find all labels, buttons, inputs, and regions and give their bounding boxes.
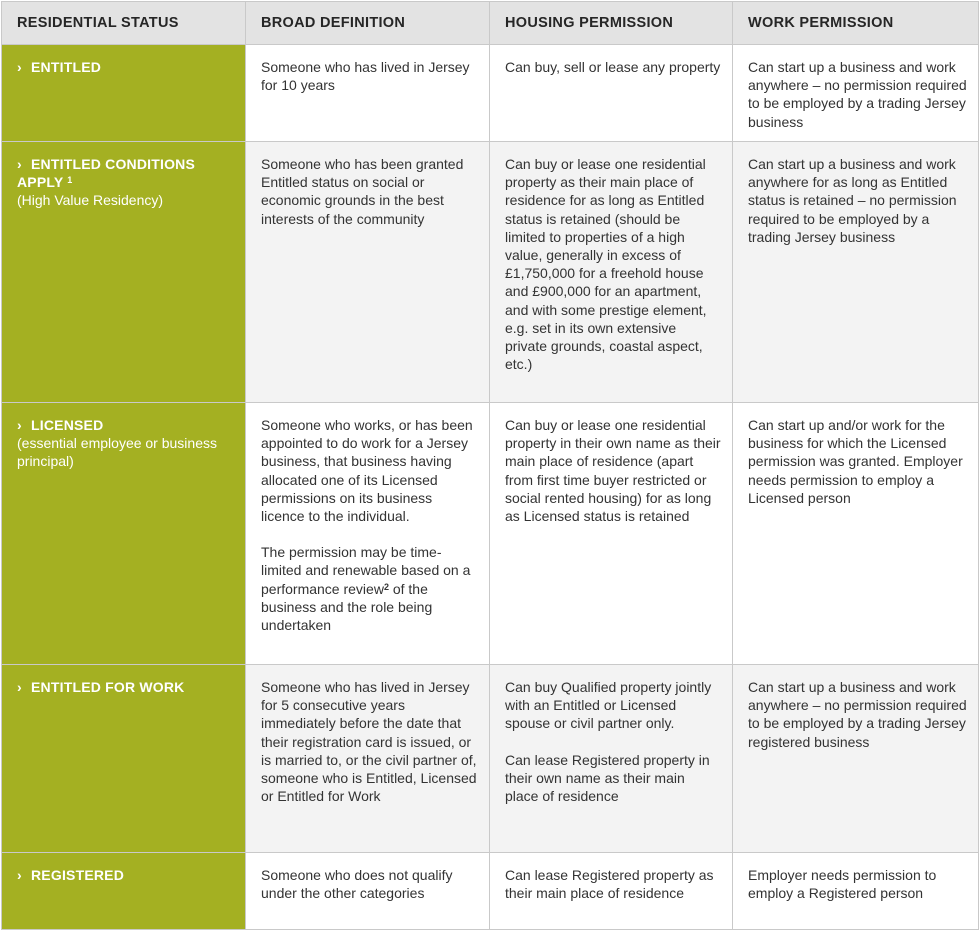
definition-text (261, 543, 479, 634)
definition-text-part: of the business and the role being undertaken (261, 580, 433, 634)
footnote-marker: 1 (67, 175, 73, 186)
status-label: ENTITLED FOR WORK (31, 679, 185, 695)
housing-text: Can lease Registered property as their main place of residence (505, 867, 714, 902)
housing-text: Can lease Registered property in their own name as their main place of residence (505, 751, 710, 805)
housing-cell (490, 142, 733, 403)
chevron-right-icon: › (17, 679, 22, 695)
definition-cell (246, 853, 490, 930)
status-cell (2, 142, 246, 403)
chevron-right-icon: › (17, 156, 22, 172)
header-housing-permission: HOUSING PERMISSION (490, 2, 733, 45)
table-row (2, 853, 979, 930)
header-broad-definition: BROAD DEFINITION (246, 2, 490, 45)
work-cell (733, 142, 979, 403)
status-cell (2, 403, 246, 665)
status-label: ENTITLED CONDITIONS APPLY (17, 156, 196, 191)
status-label: ENTITLED (31, 59, 102, 75)
header-row (2, 2, 979, 45)
footnote-marker: 2 (383, 581, 389, 592)
work-text: Can start up and/or work for the business for which the Licensed permission was granted. Employer needs permission to employ a Licensed person (748, 417, 963, 506)
chevron-right-icon: › (17, 417, 22, 433)
work-cell (733, 45, 979, 142)
header-work-permission: WORK PERMISSION (733, 2, 979, 45)
status-cell (2, 853, 246, 930)
work-text: Employer needs permission to employ a Registered person (748, 867, 937, 902)
table-row (2, 45, 979, 142)
work-text: Can start up a business and work anywhere – no permission required to be employed by a trading Jersey business (748, 59, 967, 130)
housing-text: Can buy or lease one residential property in their own name as their main place of residence (apart from first time buyer restricted or social rented housing) for as long as Licensed status is retained (505, 417, 721, 525)
definition-text: Someone who does not qualify under the other categories (261, 867, 453, 902)
housing-text: Can buy, sell or lease any property (505, 59, 721, 75)
status-cell (2, 665, 246, 853)
housing-cell (490, 665, 733, 853)
definition-text: Someone who has lived in Jersey for 10 years (261, 59, 470, 94)
table-row (2, 403, 979, 665)
housing-cell (490, 45, 733, 142)
definition-cell (246, 665, 490, 853)
status-note: (essential employee or business principal) (17, 435, 217, 470)
definition-text-part: The permission may be time-limited and renewable based on a performance review (261, 544, 471, 597)
definition-cell (246, 45, 490, 142)
housing-cell (490, 403, 733, 665)
housing-text: Can buy Qualified property jointly with an Entitled or Licensed spouse or civil partner only. (505, 679, 712, 732)
definition-cell (246, 403, 490, 665)
status-cell (2, 45, 246, 142)
work-text: Can start up a business and work anywhere for as long as Entitled status is retained – no permission required to be employed by a trading Jersey business (748, 156, 957, 245)
work-cell (733, 665, 979, 853)
residential-status-table (1, 1, 979, 930)
definition-text: Someone who works, or has been appointed to do work for a Jersey business, that business having allocated one of its Licensed permissions on its business licence to the individual. (261, 417, 473, 525)
work-cell (733, 403, 979, 665)
status-note: (High Value Residency) (17, 192, 164, 209)
status-label: REGISTERED (31, 867, 125, 883)
work-text: Can start up a business and work anywhere – no permission required to be employed by a trading Jersey registered business (748, 679, 967, 750)
table-row (2, 142, 979, 403)
definition-text: Someone who has been granted Entitled status on social or economic grounds in the best interests of the community (261, 156, 464, 227)
definition-cell (246, 142, 490, 403)
definition-text: Someone who has lived in Jersey for 5 consecutive years immediately before the date that their registration card is issued, or is married to, or the civil partner of, someone who is Entitled, Licensed or Entitled for Work (261, 679, 477, 805)
header-residential-status: RESIDENTIAL STATUS (2, 2, 246, 45)
chevron-right-icon: › (17, 867, 22, 883)
table-row (2, 665, 979, 853)
housing-text: Can buy or lease one residential property as their main place of residence for as long as Entitled status is retained (should be limited to properties of a high value, generally in excess of £1,750,000 for a freehold house and £900,000 for an apartment, and with some prestige element, e.g. set in its own extensive private grounds, coastal aspect, etc.) (505, 156, 707, 373)
work-cell (733, 853, 979, 930)
chevron-right-icon: › (17, 59, 22, 75)
status-label: LICENSED (31, 417, 104, 433)
housing-cell (490, 853, 733, 930)
